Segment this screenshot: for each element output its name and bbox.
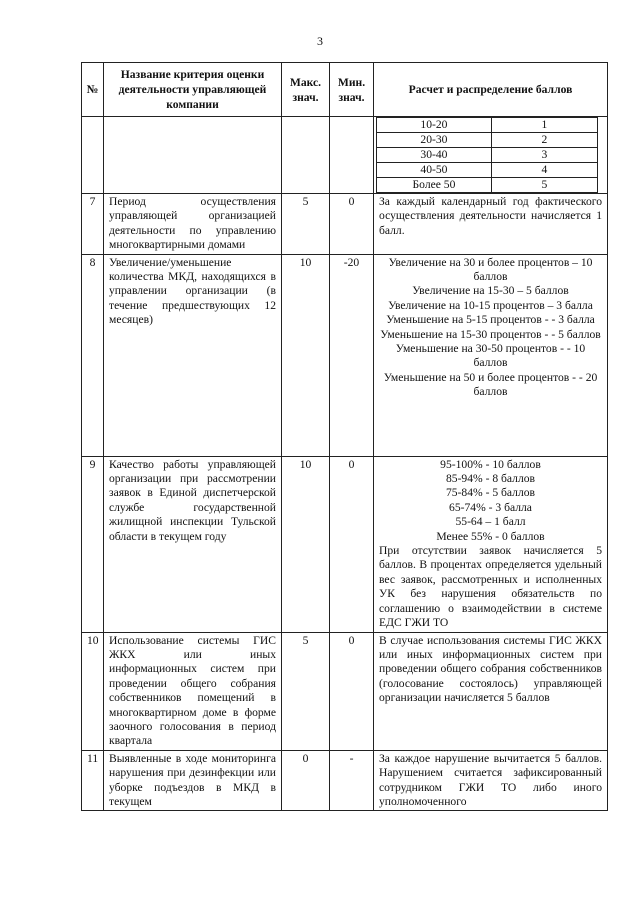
calc-line: 85-94% - 8 баллов bbox=[445, 472, 536, 486]
table-row-continuation bbox=[82, 117, 608, 194]
calc-line: Уменьшение на 5-15 процентов - - 3 балла bbox=[386, 313, 595, 327]
calc-text: За каждый календарный год фактического осуществления деятельности начисляется 1 балл. bbox=[374, 194, 608, 255]
range-row bbox=[377, 133, 598, 148]
calc-line: 95-100% - 10 баллов bbox=[440, 457, 541, 471]
max-value: 10 bbox=[282, 456, 330, 632]
min-value: 0 bbox=[330, 632, 374, 750]
calc-line: Уменьшение на 15-30 процентов - - 5 баллов bbox=[380, 327, 601, 341]
criteria-table bbox=[81, 62, 608, 811]
calc-text: За каждое нарушение вычитается 5 баллов. Нарушением считается зафиксированный сотрудником ГЖИ ТО либо иного уполномоченного bbox=[374, 750, 608, 811]
table-row bbox=[82, 750, 608, 811]
calc-line: 75-84% - 5 баллов bbox=[445, 486, 536, 500]
calc-text: В случае использования системы ГИС ЖКХ или иных информационных систем при проведении общего собрания собственников (голосование состоялось) управляющей организации начисляется 5 баллов bbox=[374, 632, 608, 750]
table-row bbox=[82, 632, 608, 750]
max-value: 5 bbox=[282, 632, 330, 750]
range-subtable bbox=[376, 117, 598, 193]
calc-text bbox=[374, 254, 608, 456]
min-value: 0 bbox=[330, 194, 374, 255]
range-row bbox=[377, 163, 598, 178]
range-points: 1 bbox=[491, 118, 597, 133]
row-number: 8 bbox=[82, 254, 104, 456]
min-value: -20 bbox=[330, 254, 374, 456]
range-row bbox=[377, 148, 598, 163]
page-number: 3 bbox=[317, 34, 323, 48]
calc-line: Увеличение на 30 и более процентов – 10 баллов bbox=[388, 255, 593, 284]
calc-note: При отсутствии заявок начисляется 5 баллов. В процентах определяется удельный вес заявок, рассмотренных и исполненных УК без нарушения обязательств по соглашению о взаимодействии в системе ЕДС ГЖИ ТО bbox=[379, 544, 602, 630]
criterion-name: Период осуществления управляющей организацией деятельности по управлению многоквартирными домами bbox=[104, 194, 282, 255]
criterion-name: Использование системы ГИС ЖКХ или иных информационных систем при проведении общего собрания собственников помещений в многоквартирном доме в форме заочного голосования в период квартала bbox=[104, 632, 282, 750]
calc-line: Уменьшение на 30-50 процентов - - 10 баллов bbox=[395, 342, 586, 370]
range-points: 2 bbox=[491, 133, 597, 148]
max-value: 5 bbox=[282, 194, 330, 255]
range-label: 10-20 bbox=[377, 118, 492, 133]
calc-line: Увеличение на 10-15 процентов – 3 балла bbox=[388, 298, 593, 312]
criterion-name: Качество работы управляющей организации при рассмотрении заявок в Единой диспетчерской службе государственной жилищной инспекции Тульской области в текущем году bbox=[104, 456, 282, 632]
calc-line: Уменьшение на 50 и более процентов - - 20 баллов bbox=[383, 370, 598, 399]
criterion-name: Увеличение/уменьшение количества МКД, находящихся в управлении организации (в течение предшествующих 12 месяцев) bbox=[104, 254, 282, 456]
calc-text bbox=[374, 456, 608, 632]
range-row bbox=[377, 118, 598, 133]
row-number: 7 bbox=[82, 194, 104, 255]
max-value: 10 bbox=[282, 254, 330, 456]
calc-line: Менее 55% - 0 баллов bbox=[436, 529, 545, 543]
max-value: 0 bbox=[282, 750, 330, 811]
header-name: Название критерия оценки деятельности управляющей компании bbox=[104, 63, 282, 117]
criterion-name: Выявленные в ходе мониторинга нарушения при дезинфекции или уборке подъездов в МКД в текущем bbox=[104, 750, 282, 811]
row-number: 9 bbox=[82, 456, 104, 632]
calc-line: 55-64 – 1 балл bbox=[455, 515, 526, 529]
range-points: 3 bbox=[491, 148, 597, 163]
range-label: 40-50 bbox=[377, 163, 492, 178]
range-label: Более 50 bbox=[377, 178, 492, 193]
min-value: - bbox=[330, 750, 374, 811]
range-points: 4 bbox=[491, 163, 597, 178]
table-row bbox=[82, 456, 608, 632]
header-min: Мин. знач. bbox=[330, 63, 374, 117]
calc-line: 65-74% - 3 балла bbox=[449, 500, 532, 514]
row-number: 11 bbox=[82, 750, 104, 811]
table-row bbox=[82, 194, 608, 255]
range-points: 5 bbox=[491, 178, 597, 193]
range-label: 30-40 bbox=[377, 148, 492, 163]
header-max: Макс. знач. bbox=[282, 63, 330, 117]
table-header-row bbox=[82, 63, 608, 117]
min-value: 0 bbox=[330, 456, 374, 632]
range-label: 20-30 bbox=[377, 133, 492, 148]
table-row bbox=[82, 254, 608, 456]
calc-line: Увеличение на 15-30 – 5 баллов bbox=[412, 284, 569, 298]
header-calc: Расчет и распределение баллов bbox=[374, 63, 608, 117]
range-row bbox=[377, 178, 598, 193]
row-number: 10 bbox=[82, 632, 104, 750]
header-no: № bbox=[82, 63, 104, 117]
